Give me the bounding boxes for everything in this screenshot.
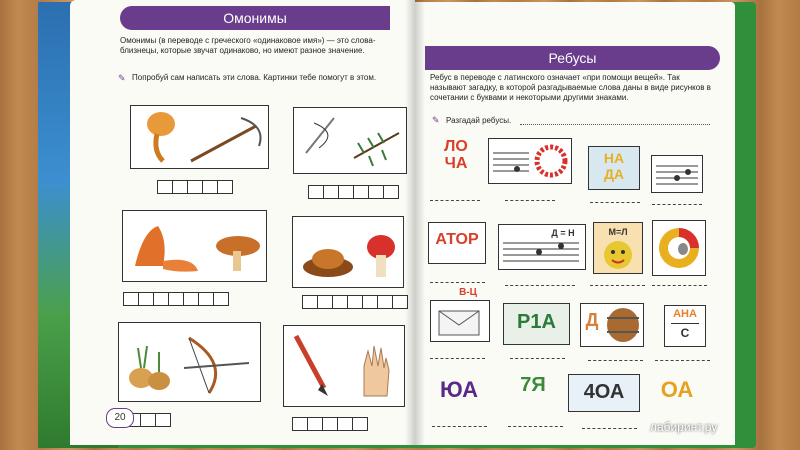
rebus-1: ЛО ЧА xyxy=(444,138,468,172)
rebus-11-text: Д xyxy=(585,310,599,330)
rebus-9-envelope xyxy=(430,287,490,342)
rebus-9-text: В-Ц xyxy=(459,287,477,298)
rebus-3 xyxy=(588,146,640,190)
picture-hat-mushroom xyxy=(292,216,404,288)
rebus-5 xyxy=(428,222,486,264)
rebus-13: ЮА xyxy=(439,377,479,402)
picture-fox-mushroom xyxy=(122,210,267,282)
rebus-11-barrel xyxy=(580,303,644,347)
answer-line[interactable] xyxy=(505,200,555,201)
answer-boxes[interactable] xyxy=(308,185,398,199)
rebus-4-notes xyxy=(651,155,703,193)
rebus-5-text: АТОР xyxy=(435,231,479,248)
envelope-drawing xyxy=(431,301,489,341)
answer-boxes[interactable] xyxy=(157,180,232,194)
answer-line[interactable] xyxy=(655,360,710,361)
answer-line[interactable] xyxy=(430,200,480,201)
notes-drawing xyxy=(652,156,702,192)
rebus-15 xyxy=(568,374,640,412)
left-task-text: Попробуй сам написать эти слова. Картинки тебе помогут в этом. xyxy=(132,73,377,82)
answer-line[interactable] xyxy=(590,285,645,286)
onion-bow-drawing xyxy=(119,323,260,401)
rebus-10-text: Р1А xyxy=(517,311,556,333)
needle-pine-drawing xyxy=(294,108,406,173)
answer-line[interactable] xyxy=(432,426,487,427)
right-page-title: Ребусы xyxy=(425,46,720,70)
book-gutter xyxy=(405,0,425,445)
rebus-10 xyxy=(503,303,570,345)
right-task-text: Разгадай ребусы. xyxy=(446,116,512,125)
answer-line[interactable] xyxy=(430,358,485,359)
rebus-14: 7Я xyxy=(520,374,546,396)
rebus-7-text: М=Л xyxy=(608,227,628,237)
picture-needle-pine xyxy=(293,107,407,174)
answer-line[interactable] xyxy=(652,285,707,286)
rebus-2-notes-beads xyxy=(488,138,572,184)
rebus-6 xyxy=(498,224,586,270)
rebus-6-text: Д = Н xyxy=(551,228,575,238)
rebus-8-circle xyxy=(652,220,706,276)
left-page-title: Омонимы xyxy=(120,6,390,30)
answer-line[interactable] xyxy=(588,360,643,361)
picture-pen-hand xyxy=(283,325,405,407)
rebus-16: ОА xyxy=(660,377,694,402)
page-number: 20 xyxy=(106,408,134,428)
answer-line[interactable] xyxy=(508,426,563,427)
hint-icon: ✎ xyxy=(432,115,440,125)
rebus-7-mask xyxy=(593,222,643,274)
notes-beads-drawing xyxy=(489,139,571,183)
answer-line[interactable] xyxy=(652,204,702,205)
answer-line[interactable] xyxy=(430,282,485,283)
answer-line[interactable] xyxy=(590,202,640,203)
braid-scythe-drawing xyxy=(131,106,268,168)
rebus-12-text-bottom: С xyxy=(680,326,690,340)
answer-line[interactable] xyxy=(505,285,575,286)
rebus-12-text-top: АНА xyxy=(673,308,697,320)
rebus-12 xyxy=(664,305,706,347)
left-intro-text: Омонимы (в переводе с греческого «одинаковое имя») — это слова-близнецы, которые звучат одинаково, но имеют разное значение. xyxy=(120,36,376,55)
letter-o-drawing xyxy=(653,221,705,275)
dotted-line xyxy=(520,124,710,125)
picture-onion-bow xyxy=(118,322,261,402)
right-intro-text: Ребус в переводе с латинского означает «при помощи вещей». Так называют загадку, в которой разгадываемые слова даны в виде рисунков в сочетании с буквами и некоторыми другими знаками. xyxy=(430,73,711,102)
watermark: лабиринт.ру xyxy=(650,420,718,434)
hat-mushroom-drawing xyxy=(293,217,403,287)
answer-boxes[interactable] xyxy=(302,295,407,309)
answer-boxes[interactable] xyxy=(123,292,228,306)
rebus-15-text: 4ОА xyxy=(583,381,625,403)
fraction-line xyxy=(671,323,699,324)
hint-icon: ✎ xyxy=(118,73,126,83)
answer-line[interactable] xyxy=(582,428,637,429)
rebus-3-text: НА ДА xyxy=(603,150,625,182)
answer-line[interactable] xyxy=(510,358,565,359)
pen-hand-drawing xyxy=(284,326,404,406)
answer-boxes[interactable] xyxy=(292,417,367,431)
fox-mushroom-drawing xyxy=(123,211,266,281)
picture-braid-scythe xyxy=(130,105,269,169)
